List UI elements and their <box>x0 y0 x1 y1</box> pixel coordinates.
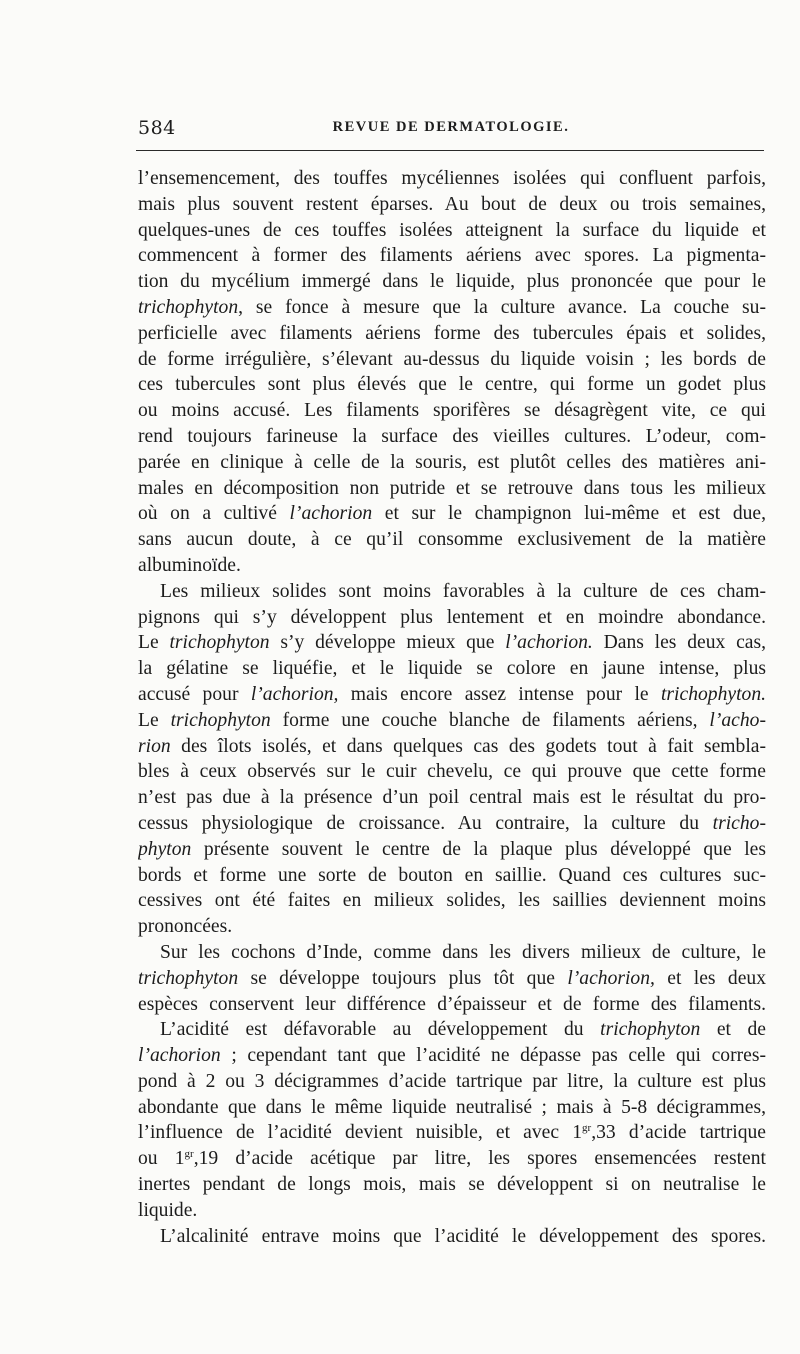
text-run: quelques-unes de ces touffes isolées atteignent la surface du liquide et <box>138 219 766 241</box>
text-line <box>138 476 766 502</box>
text-run: abondante que dans le même liquide neutralisé ; mais à 5-8 décigrammes, <box>138 1096 766 1118</box>
text-line <box>138 759 766 785</box>
text-run: commencent à former des filaments aériens avec spores. La pigmenta- <box>138 245 766 267</box>
text-run: pignons qui s’y développent plus lentement et en moindre abondance. <box>138 606 766 628</box>
text-run: et les deux <box>654 967 766 989</box>
italic-term: l’achorion <box>289 503 373 525</box>
text-run: mais plus souvent restent éparses. Au bout de deux ou trois semaines, <box>138 193 766 215</box>
italic-term: trichophyton <box>600 1019 701 1041</box>
italic-term: trichophyton <box>170 709 271 731</box>
header-rule <box>136 150 764 151</box>
text-run: ,19 d’acide acétique par litre, les spores ensemencées restent <box>193 1148 766 1170</box>
text-run: L’alcalinité entrave moins que l’acidité le développement des spores. <box>160 1225 766 1247</box>
text-line <box>138 940 766 966</box>
page-header <box>138 117 764 141</box>
text-run: pond à 2 ou 3 décigrammes d’acide tartrique par litre, la culture est plus <box>138 1070 766 1092</box>
text-line <box>138 630 766 656</box>
text-line <box>138 192 766 218</box>
text-run: sans aucun doute, à ce qu’il consomme exclusivement de la matière <box>138 529 766 551</box>
text-line <box>138 1198 766 1224</box>
text-line <box>138 1146 766 1172</box>
text-run: cessus physiologique de croissance. Au contraire, la culture du <box>138 812 713 834</box>
text-run: tion du mycélium immergé dans le liquide, plus prononcée que pour le <box>138 271 766 293</box>
text-line <box>138 579 766 605</box>
text-run: albuminoïde. <box>138 554 241 576</box>
text-line <box>138 682 766 708</box>
superscript: gr <box>184 1148 194 1161</box>
text-run: accusé pour <box>138 683 251 705</box>
text-run: liquide. <box>138 1199 198 1221</box>
text-line <box>138 372 766 398</box>
text-run: où on a cultivé <box>138 503 290 525</box>
text-run: l’influence de l’acidité devient nuisible, et avec 1 <box>138 1122 583 1144</box>
text-line <box>138 992 766 1018</box>
text-line <box>138 243 766 269</box>
text-line <box>138 966 766 992</box>
text-run: des îlots isolés, et dans quelques cas des godets tout à fait sembla- <box>170 735 766 757</box>
text-run: ou 1 <box>138 1148 185 1170</box>
text-line <box>138 1224 766 1250</box>
text-run: espèces conservent leur différence d’épaisseur et de forme des filaments. <box>138 993 766 1015</box>
text-run: Dans les deux cas, <box>592 632 766 654</box>
italic-term: tricho- <box>712 812 766 834</box>
text-line <box>138 321 766 347</box>
italic-term: l’achorion. <box>505 632 593 654</box>
text-line <box>138 656 766 682</box>
text-line <box>138 269 766 295</box>
text-run: ; cependant tant que l’acidité ne dépasse pas celle qui corres- <box>220 1045 766 1067</box>
text-run: Le <box>138 709 171 731</box>
text-run: forme une couche blanche de filaments aériens, <box>270 709 710 731</box>
text-line <box>138 501 766 527</box>
text-line <box>138 1069 766 1095</box>
running-head: REVUE DE DERMATOLOGIE. <box>332 119 570 135</box>
text-line <box>138 837 766 863</box>
text-run: Le <box>138 632 170 654</box>
italic-term: l’achorion, <box>567 967 655 989</box>
text-line <box>138 811 766 837</box>
italic-term: phyton <box>138 838 192 860</box>
text-run: ou moins accusé. Les filaments sporifères se désagrègent vite, ce qui <box>138 400 766 422</box>
text-run: Sur les cochons d’Inde, comme dans les divers milieux de culture, le <box>160 941 766 963</box>
text-line <box>138 218 766 244</box>
text-run: parée en clinique à celle de la souris, est plutôt celles des matières ani- <box>138 451 766 473</box>
italic-term: trichophyton <box>138 296 239 318</box>
text-run: males en décomposition non putride et se retrouve dans tous les milieux <box>138 477 766 499</box>
text-run: prononcées. <box>138 916 233 938</box>
text-run: bords et forme une sorte de bouton en saillie. Quand ces cultures suc- <box>138 864 766 886</box>
text-line <box>138 863 766 889</box>
text-run: la gélatine se liquéfie, et le liquide se colore en jaune intense, plus <box>138 658 766 680</box>
text-run: s’y développe mieux que <box>269 632 506 654</box>
italic-term: trichophyton. <box>660 683 766 705</box>
text-run: et sur le champignon lui-même et est due, <box>372 503 766 525</box>
text-run: présente souvent le centre de la plaque plus développé que les <box>191 838 766 860</box>
superscript: gr <box>582 1122 592 1135</box>
body-text <box>138 166 766 1249</box>
text-line <box>138 785 766 811</box>
text-line <box>138 553 766 579</box>
page-number: 584 <box>138 117 176 139</box>
text-run: L’acidité est défavorable au développement du <box>160 1019 601 1041</box>
text-run: ,33 d’acide tartrique <box>591 1122 766 1144</box>
italic-term: rion <box>138 735 171 757</box>
text-line <box>138 708 766 734</box>
italic-term: trichophyton <box>169 632 270 654</box>
text-run: bles à ceux observés sur le cuir chevelu, ce qui prouve que cette forme <box>138 761 766 783</box>
text-line <box>138 1172 766 1198</box>
text-run: Les milieux solides sont moins favorables à la culture de ces cham- <box>160 580 766 602</box>
text-run: mais encore assez intense pour le <box>338 683 661 705</box>
italic-term: l’achorion, <box>250 683 339 705</box>
text-run: l’ensemencement, des touffes mycéliennes isolées qui confluent parfois, <box>138 168 766 189</box>
text-run: et de <box>700 1019 766 1041</box>
text-run: , se fonce à mesure que la culture avance. La couche su- <box>238 296 766 318</box>
italic-term: l’achorion <box>138 1045 221 1067</box>
text-line <box>138 1017 766 1043</box>
text-line <box>138 914 766 940</box>
text-line <box>138 398 766 424</box>
text-run: de forme irrégulière, s’élevant au-dessus du liquide voisin ; les bords de <box>138 348 766 370</box>
text-line <box>138 450 766 476</box>
text-run: n’est pas due à la présence d’un poil central mais est le résultat du pro- <box>138 787 766 809</box>
text-line <box>138 1043 766 1069</box>
italic-term: trichophyton <box>138 967 239 989</box>
text-line <box>138 295 766 321</box>
text-run: cessives ont été faites en milieux solides, les saillies deviennent moins <box>138 890 766 912</box>
text-run: rend toujours farineuse la surface des vieilles cultures. L’odeur, com- <box>138 425 766 447</box>
text-run: se développe toujours plus tôt que <box>238 967 568 989</box>
text-run: ces tubercules sont plus élevés que le centre, qui forme un godet plus <box>138 374 766 396</box>
text-line <box>138 1120 766 1146</box>
text-line <box>138 605 766 631</box>
text-line <box>138 527 766 553</box>
text-line <box>138 347 766 373</box>
text-run: inertes pendant de longs mois, mais se développent si on neutralise le <box>138 1174 766 1196</box>
text-line <box>138 888 766 914</box>
text-line <box>138 166 766 192</box>
text-line <box>138 734 766 760</box>
text-run: perficielle avec filaments aériens forme des tubercules épais et solides, <box>138 322 766 344</box>
text-line <box>138 424 766 450</box>
text-line <box>138 1095 766 1121</box>
italic-term: l’acho- <box>709 709 766 731</box>
